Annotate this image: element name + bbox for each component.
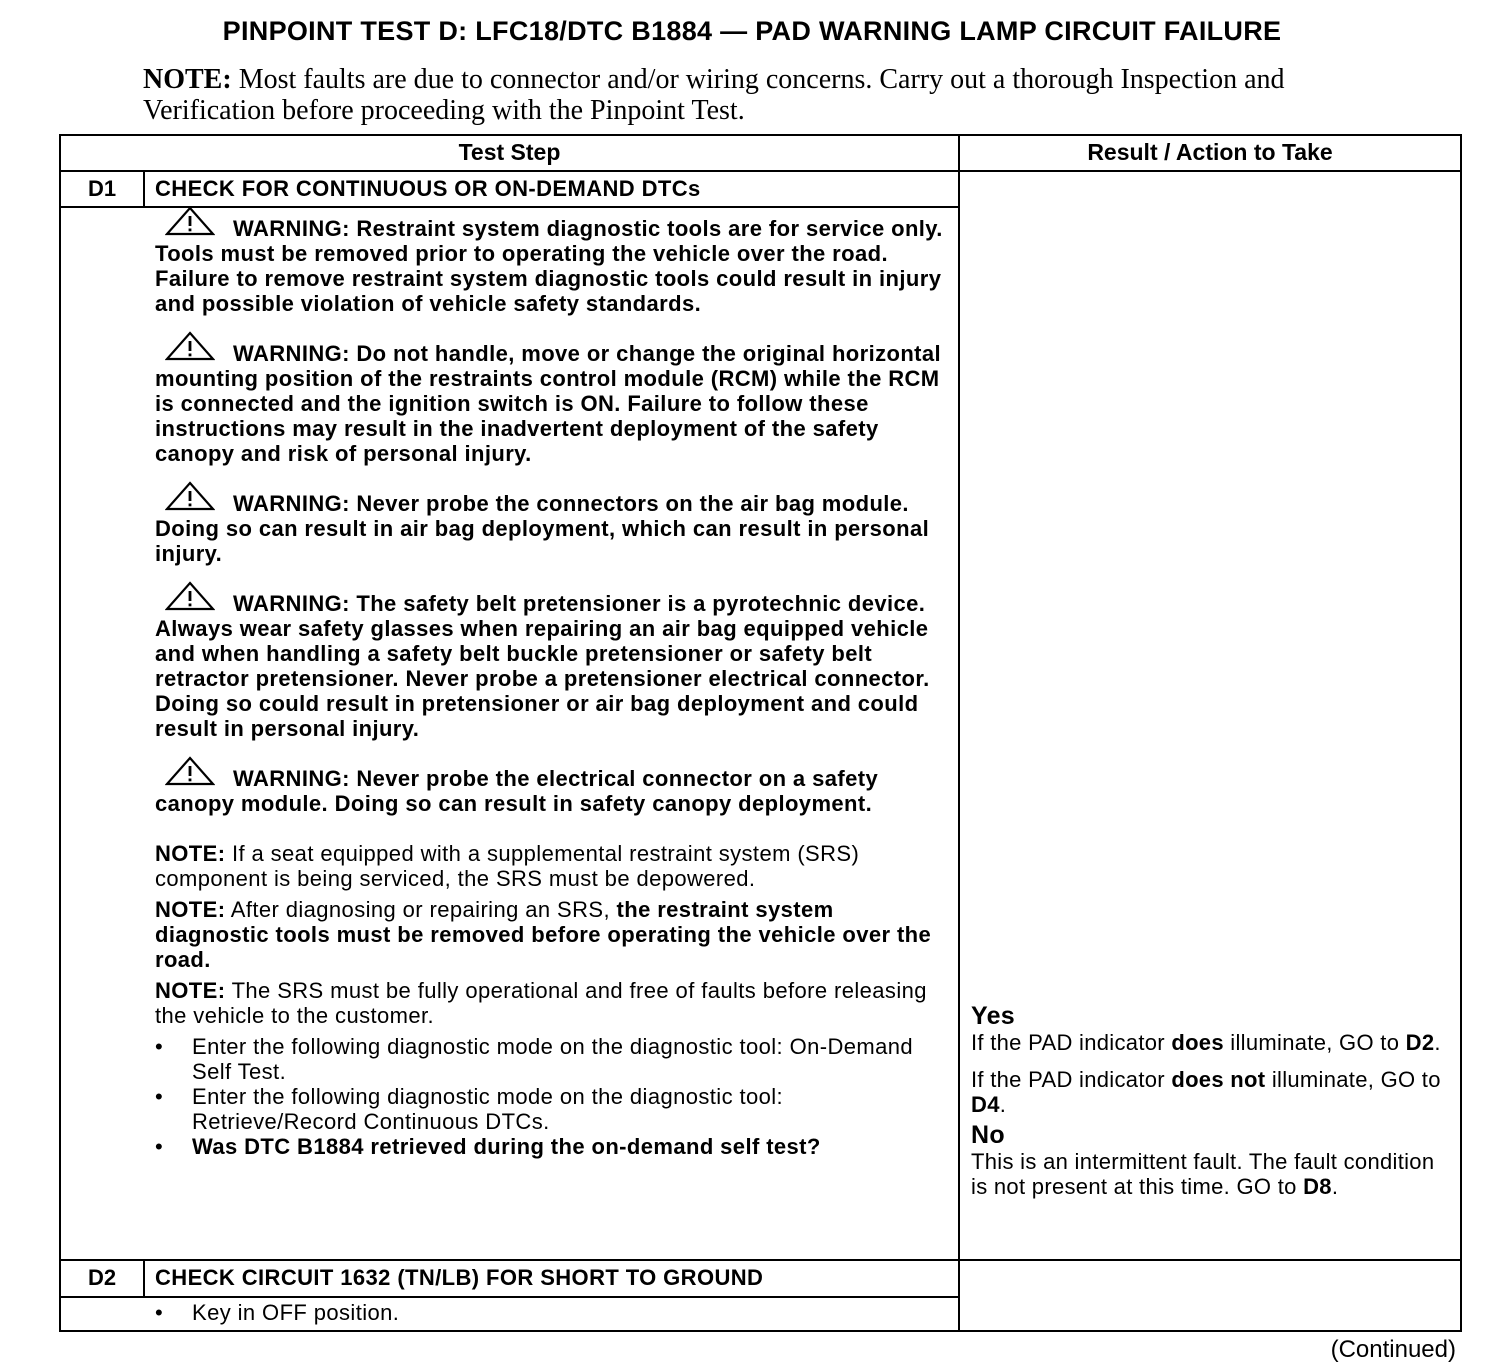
warning-5-text: WARNING: Never probe the electrical connector on a safety canopy module. Doing so can result in safety canopy deployment. bbox=[155, 766, 879, 816]
list-item bbox=[155, 1084, 945, 1134]
warning-1 bbox=[155, 216, 945, 316]
result-emphasis: does bbox=[1171, 1030, 1224, 1055]
table-border-bottom bbox=[59, 1330, 1462, 1332]
step-d2-id: D2 bbox=[87, 1265, 117, 1290]
intro-note-text: Most faults are due to connector and/or wiring concerns. Carry out a thorough Inspection and Verification before proceeding with the Pinpoint Test. bbox=[143, 64, 1285, 126]
list-item-question: Was DTC B1884 retrieved during the on-demand self test? bbox=[192, 1134, 821, 1159]
warning-5 bbox=[155, 766, 945, 816]
warning-triangle-icon bbox=[155, 341, 233, 366]
warning-triangle-icon bbox=[155, 491, 233, 516]
d2-title-divider bbox=[59, 1296, 960, 1298]
result-emphasis: does not bbox=[1171, 1067, 1266, 1092]
result-text: illuminate, GO to bbox=[1223, 1030, 1406, 1055]
continued-label: (Continued) bbox=[1330, 1336, 1456, 1363]
warning-triangle-icon bbox=[155, 216, 233, 241]
bullet-icon: • bbox=[155, 1300, 164, 1325]
table-border-top bbox=[59, 134, 1462, 136]
intro-note bbox=[143, 64, 1343, 126]
page-title: PINPOINT TEST D: LFC18/DTC B1884 — PAD WARNING LAMP CIRCUIT FAILURE bbox=[222, 16, 1282, 46]
result-text: . bbox=[1331, 1174, 1339, 1199]
list-item bbox=[155, 1300, 399, 1326]
d1-id-divider bbox=[143, 170, 145, 208]
note-3-label: NOTE: bbox=[155, 978, 226, 1003]
warning-2-text: WARNING: Do not handle, move or change the original horizontal mounting position of the restraints control module (RCM) while the RCM is connected and the ignition switch is ON. Failure to follow these instructions may result in the inadvertent deployment of the safety canopy and risk of personal injury. bbox=[155, 341, 942, 466]
note-1 bbox=[155, 841, 945, 891]
warning-4-text: WARNING: The safety belt pretensioner is a pyrotechnic device. Always wear safety glasses when repairing an air bag equipped vehicle and when handling a safety belt buckle pretensioner or safety belt retractor pretensioner. Never probe a pretensioner electrical connector. Doing so could result in pretensioner or air bag deployment and could result in personal injury. bbox=[155, 591, 930, 741]
column-divider bbox=[958, 134, 960, 1332]
goto-step-d8: D8 bbox=[1303, 1174, 1332, 1199]
d2-id-divider bbox=[143, 1259, 145, 1298]
result-text: illuminate, GO to bbox=[1265, 1067, 1441, 1092]
goto-step-d2: D2 bbox=[1405, 1030, 1435, 1055]
list-item-text: Enter the following diagnostic mode on the diagnostic tool: On-Demand Self Test. bbox=[192, 1034, 914, 1084]
step-d1-title: CHECK FOR CONTINUOUS OR ON-DEMAND DTCs bbox=[155, 176, 701, 201]
result-yes-line-2 bbox=[971, 1067, 1456, 1117]
header-result-action: Result / Action to Take bbox=[1087, 139, 1333, 165]
note-2-bold-text: the restraint system diagnostic tools must be removed before operating the vehicle over the road. bbox=[155, 897, 932, 972]
result-text: . bbox=[999, 1092, 1007, 1117]
result-yes-line-1 bbox=[971, 1030, 1456, 1055]
result-text: . bbox=[1434, 1030, 1441, 1055]
bullet-icon: • bbox=[155, 1034, 164, 1059]
d1-steps-list bbox=[155, 1034, 945, 1159]
warning-1-text: WARNING: Restraint system diagnostic tools are for service only. Tools must be removed prior to operating the vehicle over the road. Failure to remove restraint system diagnostic tools could result in injury and possible violation of vehicle safety standards. bbox=[155, 216, 943, 316]
step-d1-result bbox=[971, 1002, 1456, 1211]
result-yes-label: Yes bbox=[971, 1002, 1016, 1030]
step-d2-title: CHECK CIRCUIT 1632 (TN/LB) FOR SHORT TO GROUND bbox=[155, 1265, 764, 1290]
step-d1-id: D1 bbox=[87, 176, 117, 201]
step-d2-body bbox=[155, 1300, 399, 1326]
note-2-text: After diagnosing or repairing an SRS, bbox=[225, 897, 617, 922]
note-2-label: NOTE: bbox=[155, 897, 226, 922]
d2-steps-list bbox=[155, 1300, 399, 1326]
header-test-step: Test Step bbox=[458, 139, 561, 165]
warning-triangle-icon bbox=[155, 766, 233, 791]
result-no-label: No bbox=[971, 1121, 1005, 1149]
warning-4 bbox=[155, 591, 945, 741]
list-item-text: Key in OFF position. bbox=[192, 1300, 400, 1325]
note-1-text: If a seat equipped with a supplemental restraint system (SRS) component is being serviced, the SRS must be depowered. bbox=[155, 841, 860, 891]
bullet-icon: • bbox=[155, 1084, 164, 1109]
list-item-text: Enter the following diagnostic mode on the diagnostic tool: Retrieve/Record Continuous DTCs. bbox=[192, 1084, 784, 1134]
list-item bbox=[155, 1034, 945, 1084]
d1-d2-divider bbox=[59, 1259, 1462, 1261]
note-2 bbox=[155, 897, 945, 972]
intro-note-label: NOTE: bbox=[143, 64, 232, 95]
bullet-icon: • bbox=[155, 1134, 164, 1159]
result-text: If the PAD indicator bbox=[971, 1030, 1172, 1055]
warning-triangle-icon bbox=[155, 591, 233, 616]
result-no-line bbox=[971, 1149, 1456, 1199]
warning-3 bbox=[155, 491, 945, 566]
warning-3-text: WARNING: Never probe the connectors on the air bag module. Doing so can result in air bag deployment, which can result in personal injury. bbox=[155, 491, 930, 566]
goto-step-d4: D4 bbox=[971, 1092, 1000, 1117]
note-3 bbox=[155, 978, 945, 1028]
table-border-left bbox=[59, 134, 61, 1332]
table-border-right bbox=[1460, 134, 1462, 1332]
warning-2 bbox=[155, 341, 945, 466]
note-1-label: NOTE: bbox=[155, 841, 226, 866]
list-item bbox=[155, 1134, 945, 1159]
result-text: This is an intermittent fault. The fault condition is not present at this time. GO to bbox=[971, 1149, 1435, 1199]
note-3-text: The SRS must be fully operational and free of faults before releasing the vehicle to the customer. bbox=[155, 978, 927, 1028]
step-d1-body bbox=[155, 216, 945, 1159]
result-text: If the PAD indicator bbox=[971, 1067, 1172, 1092]
header-row-divider bbox=[59, 170, 1462, 172]
